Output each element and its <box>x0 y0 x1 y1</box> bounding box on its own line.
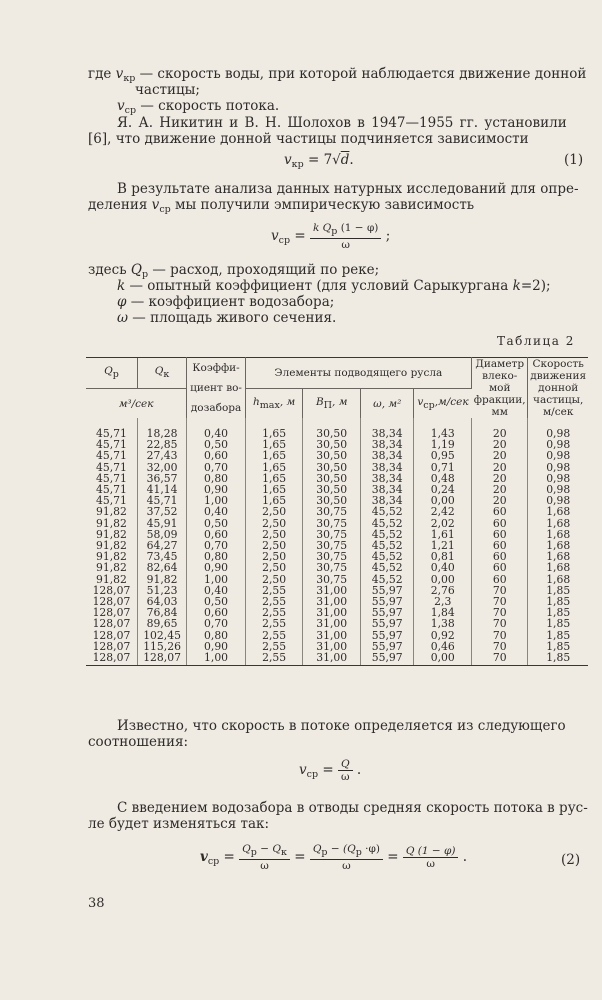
cell-qk: 32,00 <box>137 462 186 473</box>
cell-qk: 41,14 <box>137 484 186 495</box>
cell-omega: 55,97 <box>361 618 414 629</box>
cell-coef: 0,50 <box>187 518 246 529</box>
cell-hmax: 2,50 <box>245 562 303 573</box>
cell-vcp: 1,38 <box>414 618 472 629</box>
text-line-4: Я. А. Никитин и В. Н. Шолохов в 1947—1955 гг. установили <box>117 115 567 131</box>
cell-coef: 0,80 <box>187 551 246 562</box>
cell-qp: 128,07 <box>86 641 137 652</box>
header-qp: Qр <box>86 358 137 389</box>
cell-qk: 64,03 <box>137 596 186 607</box>
cell-hmax: 2,50 <box>245 540 303 551</box>
cell-vcp: 2,42 <box>414 506 472 517</box>
cell-diameter: 20 <box>472 484 528 495</box>
cell-hmax: 2,55 <box>245 630 303 641</box>
cell-diameter: 60 <box>472 506 528 517</box>
cell-coef: 0,40 <box>187 585 246 596</box>
cell-particle-speed: 1,85 <box>546 639 571 653</box>
cell-b: 30,75 <box>303 540 361 551</box>
cell-hmax: 1,65 <box>245 484 303 495</box>
cell-particle-speed: 1,68 <box>546 516 571 530</box>
cell-qp: 45,71 <box>86 450 137 461</box>
header-coef: Коэффи- циент во- дозабора <box>187 358 246 419</box>
cell-diameter: 20 <box>472 473 528 484</box>
table-row <box>86 450 588 461</box>
cell-omega: 45,52 <box>361 518 414 529</box>
cell-hmax: 1,65 <box>245 450 303 461</box>
cell-particle-speed: 0,98 <box>546 438 571 452</box>
cell-vcp: 1,84 <box>414 607 472 618</box>
cell-b: 31,00 <box>303 585 361 596</box>
cell-omega: 55,97 <box>361 607 414 618</box>
page-number: 38 <box>88 896 105 911</box>
cell-diameter: 60 <box>472 529 528 540</box>
cell-qk: 89,65 <box>137 618 186 629</box>
cell-vcp: 0,95 <box>414 450 472 461</box>
cell-particle-speed: 1,85 <box>546 595 571 609</box>
cell-vcp: 0,00 <box>414 495 472 506</box>
cell-vcp: 1,19 <box>414 439 472 450</box>
cell-b: 30,50 <box>303 495 361 506</box>
cell-particle-speed: 0,98 <box>546 460 571 474</box>
cell-b: 30,50 <box>303 428 361 439</box>
header-hmax: hmax, м <box>245 389 303 419</box>
cell-vcp: 0,00 <box>414 652 472 666</box>
cell-vcp: 1,21 <box>414 540 472 551</box>
cell-hmax: 2,50 <box>245 551 303 562</box>
cell-particle-speed: 1,68 <box>546 505 571 519</box>
cell-qp: 128,07 <box>86 596 137 607</box>
cell-diameter: 20 <box>472 450 528 461</box>
cell-particle-speed: 1,85 <box>546 606 571 620</box>
cell-qp: 91,82 <box>86 518 137 529</box>
cell-qp: 45,71 <box>86 439 137 450</box>
text-line-12: Известно, что скорость в потоке определяется из следующего <box>117 718 566 734</box>
text-line-5: [6], что движение донной частицы подчиняется зависимости <box>88 131 529 147</box>
cell-vcp: 0,81 <box>414 551 472 562</box>
header-omega: ω, м² <box>361 389 414 419</box>
header-vcp: vср,м/сек <box>414 389 472 419</box>
cell-particle-speed: 1,68 <box>546 527 571 541</box>
table-caption: Таблица 2 <box>497 334 575 348</box>
cell-coef: 0,60 <box>187 450 246 461</box>
cell-diameter: 60 <box>472 562 528 573</box>
cell-vcp: 0,71 <box>414 462 472 473</box>
cell-qp: 91,82 <box>86 529 137 540</box>
table-row <box>86 618 588 629</box>
header-elements: Элементы подводящего русла <box>245 358 471 389</box>
cell-omega: 38,34 <box>361 473 414 484</box>
cell-omega: 45,52 <box>361 551 414 562</box>
cell-particle-speed: 1,68 <box>546 539 571 553</box>
cell-diameter: 70 <box>472 607 528 618</box>
cell-qp: 45,71 <box>86 495 137 506</box>
cell-b: 30,75 <box>303 529 361 540</box>
cell-qk: 73,45 <box>137 551 186 562</box>
equation-number-2: (2) <box>561 852 581 868</box>
cell-omega: 55,97 <box>361 641 414 652</box>
cell-b: 30,75 <box>303 574 361 585</box>
cell-omega: 55,97 <box>361 630 414 641</box>
cell-diameter: 70 <box>472 630 528 641</box>
cell-b: 30,50 <box>303 484 361 495</box>
cell-coef: 0,70 <box>187 618 246 629</box>
formula-2: $v_{ср}$ = $\frac{\text{k Qр (1 − φ)}}{\omega}$ ; <box>271 222 391 251</box>
cell-omega: 55,97 <box>361 652 414 666</box>
cell-qp: 128,07 <box>86 607 137 618</box>
table-row <box>86 562 588 573</box>
cell-particle-speed: 0,98 <box>546 449 571 463</box>
cell-coef: 1,00 <box>187 652 246 666</box>
cell-qk: 64,27 <box>137 540 186 551</box>
cell-qp: 128,07 <box>86 618 137 629</box>
cell-b: 30,75 <box>303 518 361 529</box>
cell-qk: 76,84 <box>137 607 186 618</box>
cell-coef: 0,70 <box>187 462 246 473</box>
cell-coef: 1,00 <box>187 574 246 585</box>
text-line-14: С введением водозабора в отводы средняя скорость потока в рус- <box>117 800 588 816</box>
cell-omega: 45,52 <box>361 562 414 573</box>
cell-b: 30,75 <box>303 562 361 573</box>
cell-qp: 91,82 <box>86 574 137 585</box>
cell-vcp: 0,92 <box>414 630 472 641</box>
cell-qk: 37,52 <box>137 506 186 517</box>
cell-diameter: 60 <box>472 518 528 529</box>
cell-vcp: 0,48 <box>414 473 472 484</box>
cell-omega: 45,52 <box>361 506 414 517</box>
cell-diameter: 20 <box>472 428 528 439</box>
cell-omega: 45,52 <box>361 540 414 551</box>
cell-qk: 58,09 <box>137 529 186 540</box>
formula-4: $v_{ср}$ = $\frac{Qр - Qк}{\omega}$ = $\frac{Qр - (Qр \cdot\varphi)}{\omega}$ = $\frac{Q (1 - \varphi)}{\omega}$ . <box>200 843 468 872</box>
cell-vcp: 0,24 <box>414 484 472 495</box>
cell-b: 31,00 <box>303 618 361 629</box>
cell-coef: 0,90 <box>187 641 246 652</box>
cell-qk: 102,45 <box>137 630 186 641</box>
formula-3: $v_{ср}$ = $\frac{Q}{\omega}$ . <box>299 758 362 783</box>
cell-omega: 55,97 <box>361 596 414 607</box>
cell-particle-speed: 1,85 <box>528 652 588 666</box>
text-line-13: соотношения: <box>88 734 189 750</box>
cell-coef: 0,90 <box>187 562 246 573</box>
cell-omega: 38,34 <box>361 450 414 461</box>
cell-b: 30,75 <box>303 506 361 517</box>
cell-omega: 38,34 <box>361 462 414 473</box>
cell-qp: 45,71 <box>86 428 137 439</box>
cell-vcp: 2,3 <box>414 596 472 607</box>
cell-vcp: 1,61 <box>414 529 472 540</box>
cell-diameter: 20 <box>472 495 528 506</box>
cell-qk: 45,91 <box>137 518 186 529</box>
text-line-6: В результате анализа данных натурных исследований для опре- <box>117 181 579 197</box>
cell-coef: 0,60 <box>187 607 246 618</box>
cell-hmax: 2,55 <box>245 596 303 607</box>
cell-particle-speed: 0,98 <box>546 483 571 497</box>
header-b: BП, м <box>303 389 361 419</box>
cell-vcp: 2,76 <box>414 585 472 596</box>
table-row <box>86 506 588 517</box>
cell-coef: 0,90 <box>187 484 246 495</box>
cell-particle-speed: 0,98 <box>546 494 571 508</box>
cell-qp: 91,82 <box>86 551 137 562</box>
text-line-8: здесь $Q_р$ — расход, проходящий по реке; <box>88 262 380 280</box>
cell-particle-speed: 0,98 <box>546 471 571 485</box>
cell-b: 30,50 <box>303 439 361 450</box>
header-diameter: Диаметр влеко- мой фракции, мм <box>472 358 528 419</box>
cell-hmax: 2,50 <box>245 518 303 529</box>
cell-particle-speed: 1,68 <box>546 572 571 586</box>
cell-qk: 22,85 <box>137 439 186 450</box>
cell-omega: 45,52 <box>361 529 414 540</box>
cell-diameter: 20 <box>472 439 528 450</box>
cell-particle-speed: 1,68 <box>546 561 571 575</box>
cell-hmax: 1,65 <box>245 473 303 484</box>
cell-qp: 91,82 <box>86 540 137 551</box>
cell-hmax: 2,55 <box>245 585 303 596</box>
cell-hmax: 2,50 <box>245 529 303 540</box>
cell-vcp: 0,40 <box>414 562 472 573</box>
header-particle-speed: Скорость движения донной частицы, м/сек <box>528 358 588 419</box>
cell-hmax: 2,55 <box>245 652 303 666</box>
cell-vcp: 0,46 <box>414 641 472 652</box>
cell-hmax: 1,65 <box>245 462 303 473</box>
cell-diameter: 60 <box>472 540 528 551</box>
cell-b: 31,00 <box>303 652 361 666</box>
cell-b: 30,50 <box>303 462 361 473</box>
cell-omega: 38,34 <box>361 495 414 506</box>
cell-hmax: 1,65 <box>245 495 303 506</box>
cell-omega: 38,34 <box>361 428 414 439</box>
cell-b: 30,50 <box>303 450 361 461</box>
cell-qp: 45,71 <box>86 462 137 473</box>
cell-b: 30,50 <box>303 473 361 484</box>
cell-coef: 0,70 <box>187 540 246 551</box>
cell-coef: 0,50 <box>187 439 246 450</box>
cell-b: 31,00 <box>303 630 361 641</box>
cell-qk: 27,43 <box>137 450 186 461</box>
cell-coef: 0,60 <box>187 529 246 540</box>
cell-qp: 128,07 <box>86 630 137 641</box>
cell-hmax: 1,65 <box>245 428 303 439</box>
cell-qp: 128,07 <box>86 585 137 596</box>
text-line-11: ω — площадь живого сечения. <box>117 310 337 326</box>
data-table <box>86 357 588 666</box>
cell-b: 31,00 <box>303 596 361 607</box>
equation-number-1: (1) <box>564 152 584 168</box>
cell-qk: 51,23 <box>137 585 186 596</box>
cell-qk: 115,26 <box>137 641 186 652</box>
cell-qk: 91,82 <box>137 574 186 585</box>
cell-vcp: 2,02 <box>414 518 472 529</box>
cell-hmax: 2,55 <box>245 618 303 629</box>
cell-particle-speed: 0,98 <box>546 427 571 440</box>
cell-diameter: 70 <box>472 585 528 596</box>
cell-omega: 45,52 <box>361 574 414 585</box>
cell-qk: 128,07 <box>137 652 186 666</box>
cell-coef: 0,40 <box>187 506 246 517</box>
text-line-15: ле будет изменяться так: <box>88 816 270 832</box>
table-body <box>86 418 588 666</box>
cell-b: 31,00 <box>303 641 361 652</box>
cell-omega: 55,97 <box>361 585 414 596</box>
text-line-9: k — опытный коэффициент (для условий Сарыкургана k=2); <box>117 278 551 294</box>
cell-particle-speed: 1,85 <box>546 583 571 597</box>
cell-hmax: 2,50 <box>245 574 303 585</box>
cell-omega: 38,34 <box>361 439 414 450</box>
text-line-2: частицы; <box>135 82 200 98</box>
cell-qp: 128,07 <box>86 652 137 666</box>
text-line-3: $v_{ср}$ — скорость потока. <box>117 98 280 116</box>
formula-1: $v_{кр} = 7√d$. <box>284 152 354 170</box>
cell-vcp: 1,43 <box>414 428 472 439</box>
cell-omega: 38,34 <box>361 484 414 495</box>
cell-hmax: 1,65 <box>245 439 303 450</box>
header-units: м³/сек <box>86 389 187 419</box>
cell-b: 30,75 <box>303 551 361 562</box>
cell-diameter: 70 <box>472 641 528 652</box>
cell-qp: 45,71 <box>86 473 137 484</box>
cell-diameter: 60 <box>472 551 528 562</box>
cell-diameter: 70 <box>472 596 528 607</box>
cell-diameter: 20 <box>472 462 528 473</box>
cell-diameter: 70 <box>472 618 528 629</box>
header-qk: Qк <box>137 358 186 389</box>
cell-particle-speed: 1,85 <box>546 628 571 642</box>
cell-hmax: 2,50 <box>245 506 303 517</box>
cell-coef: 0,80 <box>187 473 246 484</box>
cell-hmax: 2,55 <box>245 607 303 618</box>
cell-vcp: 0,00 <box>414 574 472 585</box>
cell-diameter: 70 <box>472 652 528 666</box>
text-line-1: где $v_{кр}$ — скорость воды, при которой наблюдается движение донной <box>88 66 587 84</box>
cell-coef: 1,00 <box>187 495 246 506</box>
cell-qp: 45,71 <box>86 484 137 495</box>
cell-qp: 91,82 <box>86 562 137 573</box>
text-line-7: деления $v_{ср}$ мы получили эмпирическую зависимость <box>88 197 475 215</box>
cell-coef: 0,80 <box>187 630 246 641</box>
cell-hmax: 2,55 <box>245 641 303 652</box>
cell-qk: 36,57 <box>137 473 186 484</box>
cell-qk: 82,64 <box>137 562 186 573</box>
cell-coef: 0,50 <box>187 596 246 607</box>
cell-diameter: 60 <box>472 574 528 585</box>
table-row <box>86 652 588 666</box>
cell-particle-speed: 1,85 <box>546 617 571 631</box>
cell-qk: 18,28 <box>137 428 186 439</box>
cell-coef: 0,40 <box>187 428 246 439</box>
text-line-10: φ — коэффициент водозабора; <box>117 294 335 310</box>
cell-qp: 91,82 <box>86 506 137 517</box>
cell-b: 31,00 <box>303 607 361 618</box>
cell-particle-speed: 1,68 <box>546 550 571 564</box>
cell-qk: 45,71 <box>137 495 186 506</box>
